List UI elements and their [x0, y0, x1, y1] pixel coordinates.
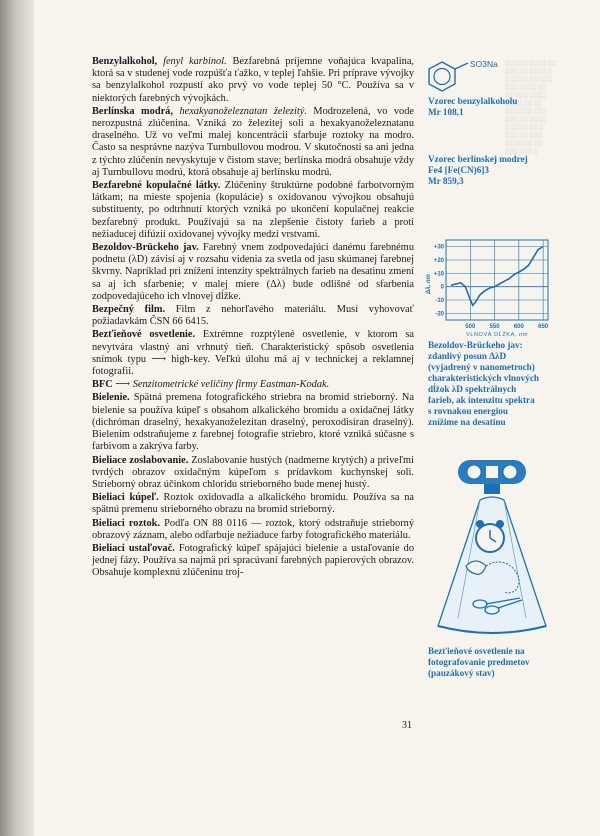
- aromatic-circle: [434, 69, 450, 85]
- lamp-caption: [428, 646, 558, 679]
- chart-x-tick-label: 500: [465, 324, 476, 330]
- entry-beztienove-osvetlenie: Bezťieňové osvetlenie. Extrémne rozptýlené osvetlenie, v ktorom sa nevytvára vlastný ani vrhnutý tieň. Charakteristický spôsob osvetlenia snímok typu ⟶ high-key. Veľkú úlohu má aj v technickej a reklamnej fotografii.: [92, 329, 414, 378]
- entry-berlinska-modra: Berlínska modrá, hexakyanoželeznatan železitý. Modrozelená, vo vode nerozpustná zlúčenina. Vzniká zo železitej soli a hexakyanoželeznatanu draselného. Už vo veľmi malej koncentrácii sfarbuje roztoky na modro. Často sa nesprávne nazýva Turnbullovou modrou. V skutočnosti sa ani jedna z týchto zlúčenín nevyskytuje v čistom stave; berlínska modrá obsahuje vždy aj Turnbullovu modrú, ktorá obsahuje aj berlínsku modrú.: [92, 105, 414, 178]
- page-number: 31: [402, 720, 412, 731]
- chart-caption: [428, 340, 558, 428]
- lamp-caption-line: (pauzákový stav): [428, 668, 495, 678]
- chart-caption-line: (vyjadrený v nanometroch): [428, 362, 535, 372]
- lamp-bulb-right: [503, 465, 517, 479]
- chart-caption-line: farieb, ak intenzitu spektra: [428, 395, 535, 405]
- entry-bieliace-zoslabovanie: Bieliace zoslabovanie. Zoslabovanie hustých (nadmerne krytých) a priveľmi tvrdých obrazov oxidačným kúpeľom s prídavkom kuchynskej soli. Strieborný obraz účinkom chloridu strieborného bude menej hustý.: [92, 454, 414, 490]
- chart-y-axis-label: Δλ, nm: [426, 274, 432, 294]
- alarm-clock-bell-right: [496, 520, 504, 528]
- chart-y-tick-label: -20: [435, 311, 444, 318]
- chart-caption-line: zdanlivý posun ΔλD: [428, 351, 507, 361]
- chart-caption-line: charakteristických vlnových: [428, 373, 540, 383]
- lamp-caption-line: Bezťieňové osvetlenie na: [428, 646, 525, 656]
- chart-x-tick-label: 600: [513, 324, 524, 330]
- chart-y-tick-label: +30: [433, 244, 444, 251]
- alarm-clock-bell-left: [476, 520, 484, 528]
- benzene-ring-diagram: [428, 56, 558, 96]
- lamp-bulb-left: [467, 465, 481, 479]
- book-spine-shadow: [0, 0, 34, 836]
- chart-grid: [446, 240, 548, 320]
- chart-series-line: [451, 247, 543, 306]
- chart-x-axis-label: VLNOVÁ DĹŽKA, nm: [466, 332, 528, 338]
- dictionary-column: [92, 56, 414, 581]
- chart-caption-line: Bezoldov-Brückeho jav:: [428, 340, 523, 350]
- entry-bieliaci-roztok: Bieliaci roztok. Podľa ON 88 0116 — roztok, ktorý odstraňuje strieborný obrazový záznam, alebo odfarbuje nežiaduce farby fotografického materiálu.: [92, 517, 414, 541]
- shadowless-lighting-illustration: [428, 458, 558, 644]
- substituent-bond: [455, 63, 468, 69]
- entry-bieliaci-ustalovac: Bieliaci ustaľovač. Fotografický kúpeľ spájajúci bielenie a ustaľovanie do jednej fázy. Používa sa najmä pri spracúvaní farebných papierových obrazov. Obsahuje komplexnú zlúčeninu troj-: [92, 542, 414, 579]
- entry-bielenie: Bielenie. Spätná premena fotografického striebra na bromid strieborný. Na bielenie sa používa kúpeľ s obsahom alkalického bromidu a oxidačnej látky (dichróman draselný, hexakyanoželezitan draselný, peroxodisíran draselný). Bielením odstraňujeme z farebnej fotografie striebro, ktoré vzniká súčasne s farbivom a zakrýva farby.: [92, 392, 414, 453]
- tracing-paper-tent: [438, 497, 546, 633]
- chart-y-tick-label: +20: [433, 258, 444, 264]
- chart-caption-line: dĺžok λD spektrálnych: [428, 384, 517, 394]
- entry-bezoldov-bruckeho-jav: Bezoldov-Brückeho jav. Farebný vnem zodpovedajúci danému farebnému podnetu (λD) závisí aj v rozsahu videnia za svetla od jasu skúmanej farebnej škvrny. Napríklad pri znížení intenzity spektrálnych farieb na desatinu zmení sa aj ich sfarbenie; v malej miere (Δλ) bude odlišné od sfarbenia zodpovedajúceho ich vlnovej dĺžke.: [92, 242, 414, 302]
- chart-caption-line: znížime na desatinu: [428, 417, 506, 427]
- chart-x-tick-label: 550: [489, 324, 500, 330]
- entry-bieliaci-kupel: Bieliaci kúpeľ. Roztok oxidovadla a alkalického bromidu. Používa sa na spätnú premenu strieborného obrazu na bromid strieborný.: [92, 492, 414, 516]
- chart-y-ticks: [434, 245, 445, 318]
- entry-bfc: BFC ⟶ Senzitometrické veličiny firmy Eastman-Kodak.: [92, 379, 330, 391]
- chart-y-tick-label: -10: [435, 298, 444, 304]
- chart-y-tick-label: 0: [440, 284, 444, 291]
- entry-bezfarebne-kopulacne-latky: Bezfarebné kopulačné látky. Zlúčeniny štruktúrne podobné farbotvorným látkam; na mieste spojenia (kopulácie) s oxidovanou vývojkou obsahujú substituenty, po odtrhnutí ktorých vzniká po ukončení kopulačnej reakcie bezfarebný produkt. Používajú sa na zlepšenie čistoty farieb a proti nežiaducej difúzii oxidovanej vývojky medzi vrstvami.: [92, 180, 414, 240]
- chart-caption-line: s rovnakou energiou: [428, 406, 508, 416]
- benzyl-caption: Vzorec benzylalkoholu Mr 108,1: [428, 96, 518, 117]
- substituent-label: SO3Na: [470, 59, 498, 69]
- lamp-center: [486, 466, 498, 478]
- chart-y-tick-label: +10: [433, 271, 444, 278]
- lamp-mount: [484, 484, 500, 494]
- chart-frame: [446, 240, 548, 320]
- show-through-text: ░░ ░░░ ░░░░ ░░ ░░░ ░░ ░░░░ ░ ░ ░░░░ ░░ ░░░ ░░░ ░░░░ ░░ ░░ ░░░ ░░░░ ░░░░ ░░ ░░ ░░ ░░░░ ░░░ ░░░ ░░ ░░░░ ░ ░░░░ ░░ ░ ░░░ ░░ ░░░ ░░ ░░░░ ░░ ░░░ ░░░ ░: [505, 61, 557, 155]
- chart-x-tick-label: 650: [538, 324, 549, 330]
- chart-x-ticks: [465, 324, 549, 330]
- berlin-caption: Vzorec berlínskej modrej Fe4 [Fe(CN)6]3 Mr 859,3: [428, 154, 528, 186]
- entry-benzylalkohol: Benzylalkohol, fenyl karbinol. Bezfarebná príjemne voňajúca kvapalina, ktorá sa v studenej vode rozpúšťa ťažko, v teplej ľahšie. Pri príprave vývojky sa benzylalkohol rozpustí ako prvý vo vode teplej 50 °C. Používa sa v niektorých farebných vývojkách.: [92, 56, 414, 104]
- entry-bezpecny-film: Bezpečný film. Film z nehorľavého materiálu. Musí vyhovovať požiadavkám ČSN 66 6415.: [92, 304, 414, 328]
- benzene-ring: [429, 62, 455, 91]
- bezold-brucke-chart: [424, 236, 556, 338]
- lamp-caption-line: fotografovanie predmetov: [428, 657, 530, 667]
